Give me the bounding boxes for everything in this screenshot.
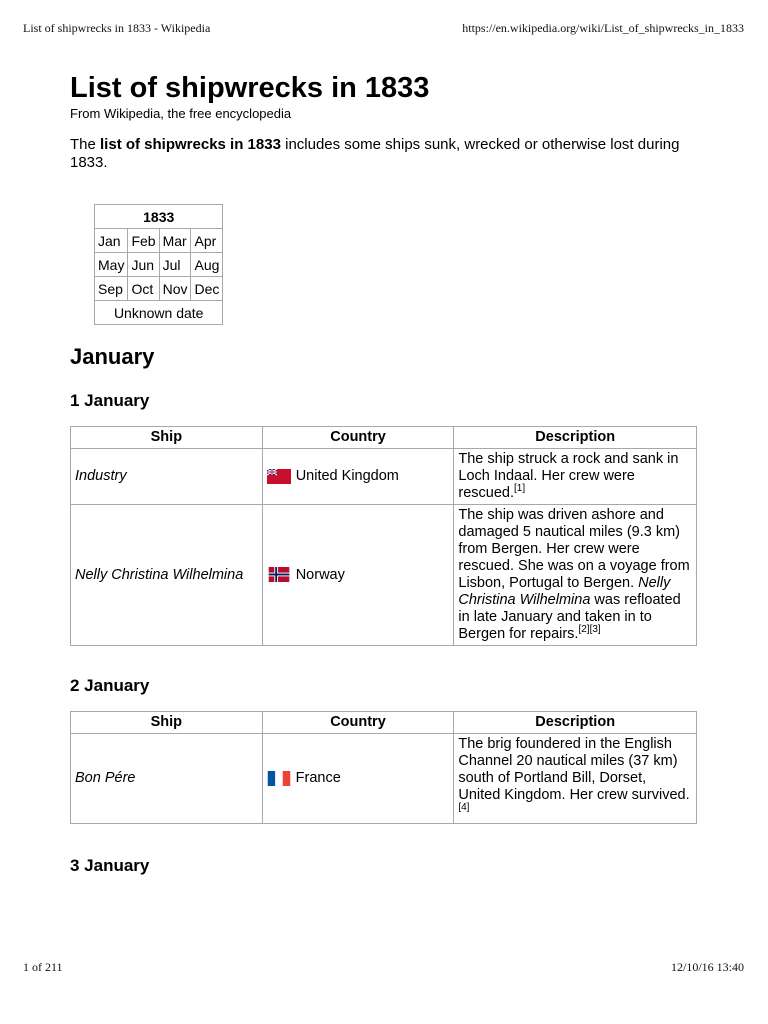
nav-apr[interactable]: Apr [191, 229, 223, 253]
col-country-header[interactable]: Country [262, 712, 454, 734]
description-text-cont: was refloated in late January and taken in to Bergen for repairs. [458, 592, 681, 642]
description-cell [454, 449, 697, 505]
section-2-january: 2 January [70, 676, 150, 695]
nav-nov[interactable]: Nov [159, 277, 191, 301]
intro-suffix: includes some ships sunk, wrecked or otherwise lost during 1833. [70, 136, 680, 171]
article-content [70, 70, 697, 876]
reference-link[interactable]: [4] [458, 802, 470, 814]
country-name[interactable]: France [295, 770, 341, 786]
country-cell [262, 734, 454, 824]
intro-prefix: The [70, 136, 101, 153]
section-january: January [70, 344, 155, 369]
nav-sep[interactable]: Sep [95, 277, 128, 301]
nav-may[interactable]: May [95, 253, 128, 277]
intro-bold-link[interactable]: list of shipwrecks in 1833 [100, 136, 281, 153]
tagline: From Wikipedia, the free encyclopedia [70, 106, 292, 121]
reference-link[interactable]: [2][3] [578, 624, 601, 636]
nav-year: 1833 [95, 205, 223, 229]
nav-aug[interactable]: Aug [191, 253, 223, 277]
country-name[interactable]: United Kingdom [295, 468, 399, 484]
table-row [71, 505, 697, 646]
country-name[interactable]: Norway [295, 566, 345, 583]
col-ship-header[interactable]: Ship [71, 427, 263, 449]
country-cell [262, 449, 454, 505]
table-row [71, 734, 697, 824]
wrecks-table-1-january [70, 426, 697, 646]
description-cell [454, 734, 697, 824]
country-cell [262, 505, 454, 646]
nav-jun[interactable]: Jun [128, 253, 159, 277]
reference-link[interactable]: [1] [514, 483, 526, 495]
col-country-header[interactable]: Country [262, 427, 454, 449]
france-flag-icon [267, 771, 291, 786]
page-count: 1 of 211 [23, 960, 63, 974]
nav-oct[interactable]: Oct [128, 277, 159, 301]
ship-name[interactable]: Bon Pére [71, 734, 263, 824]
ship-name[interactable]: Nelly Christina Wilhelmina [71, 505, 263, 646]
nav-jan[interactable]: Jan [95, 229, 128, 253]
nav-mar[interactable]: Mar [159, 229, 191, 253]
print-timestamp: 12/10/16 13:40 [670, 960, 744, 974]
ship-name[interactable]: Industry [71, 449, 263, 505]
nav-unknown-date[interactable]: Unknown date [95, 301, 223, 325]
col-ship-header[interactable]: Ship [71, 712, 263, 734]
description-text: The ship struck a rock and sank in Loch Indaal. Her crew were rescued. [458, 451, 679, 501]
section-1-january: 1 January [70, 391, 150, 410]
nav-feb[interactable]: Feb [128, 229, 159, 253]
nav-jul[interactable]: Jul [159, 253, 191, 277]
intro-paragraph [70, 136, 697, 172]
col-description-header[interactable]: Description [454, 427, 697, 449]
table-row [71, 449, 697, 505]
uk-flag-icon [267, 469, 291, 484]
description-cell [454, 505, 697, 646]
description-text: The brig foundered in the English Channel 20 nautical miles (37 km) south of Portland Bill, Dorset, United Kingdom. Her crew survived. [458, 736, 690, 803]
description-ship-name: Nelly Christina Wilhelmina [458, 575, 671, 608]
nav-dec[interactable]: Dec [191, 277, 223, 301]
page-title: List of shipwrecks in 1833 [70, 72, 430, 104]
norway-flag-icon [267, 567, 291, 582]
print-header [23, 21, 744, 36]
section-3-january: 3 January [70, 856, 150, 875]
month-navigation [94, 204, 223, 325]
col-description-header[interactable]: Description [454, 712, 697, 734]
print-url: https://en.wikipedia.org/wiki/List_of_shipwrecks_in_1833 [462, 21, 744, 35]
wrecks-table-2-january [70, 711, 697, 824]
print-footer [23, 960, 744, 975]
description-text: The ship was driven ashore and damaged 5 nautical miles (9.3 km) from Bergen. Her crew were rescued. She was on a voyage from Lisbon, Portugal to Bergen. [458, 507, 690, 591]
print-page-title: List of shipwrecks in 1833 - Wikipedia [23, 21, 211, 35]
